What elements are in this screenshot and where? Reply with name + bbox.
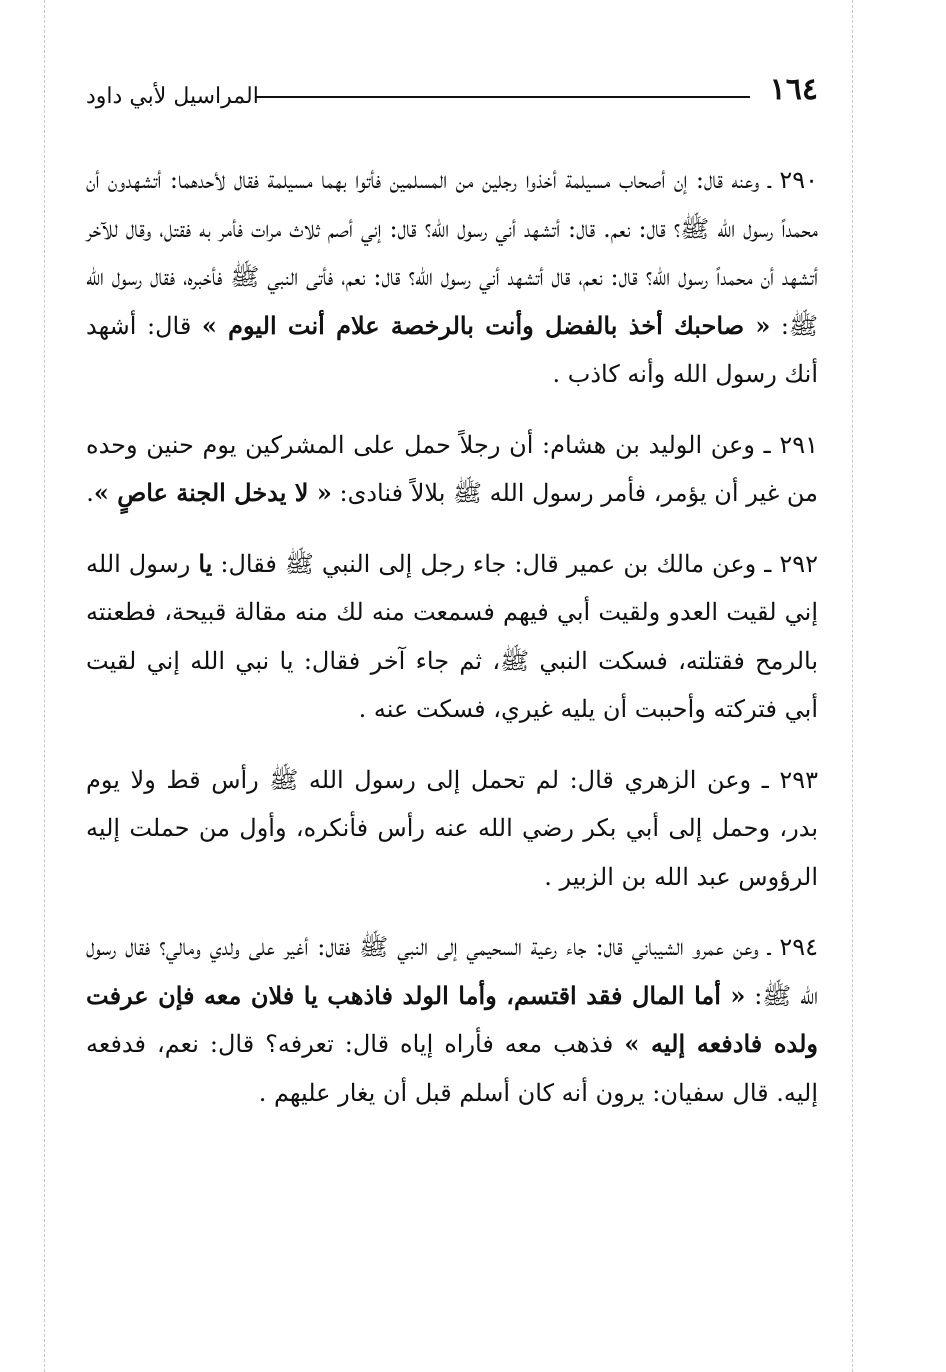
entry-number: ٢٩٤ (779, 933, 818, 961)
entry-number: ٢٩٢ (779, 549, 818, 578)
entry-text-continued: فذهب معه فأراه إياه قال: تعرفه؟ قال: نعم، فدفعه إليه. قال سفيان: يرون أنه كان أسلم قبل أن يغار عليهم . (86, 1030, 818, 1107)
header-rule (256, 96, 750, 98)
hadith-entry-293 (86, 756, 818, 902)
entry-number: ٢٩١ (779, 430, 819, 459)
scan-edge-line-right (852, 0, 853, 1372)
hadith-entry-291 (86, 421, 818, 518)
page-header (86, 72, 818, 116)
hadith-entry-290 (86, 156, 818, 399)
hadith-quote: « أما المال فقد اقتسم، وأما الولد فاذهب يا فلان معه فإن عرفت ولده فادفعه إليه » (86, 980, 819, 1058)
page-number: ١٦٤ (769, 72, 818, 107)
book-title: المراسيل لأبي داود (86, 84, 259, 109)
entry-text: ـ وعنه قال: إن أصحاب مسيلمة أخذوا رجلين من المسلمين فأتوا بهما مسيلمة فقال لأحدهما: أتشهدون أن محمداً رسول الله ﷺ؟ قال: نعم. قال: أتشهد أني رسول الله؟ قال: إني أصم ثلاث مرات فأمر به فقتل، وقال للآخر أتشهد أن محمداً رسول الله؟ قال: نعم، قال أتشهد أني رسول الله؟ قال: نعم، فأتى النبي ﷺ فأخبره، فقال رسول الله ﷺ: (86, 166, 818, 340)
page-body (86, 156, 818, 1139)
entry-text: ـ وعن الوليد بن هشام: أن رجلاً حمل على المشركين يوم حنين وحده من غير أن يؤمر، فأمر رسول الله ﷺ بلالاً فنادى: (86, 430, 818, 507)
hadith-quote: يا (198, 548, 213, 578)
entry-number: ٢٩٠ (779, 166, 818, 194)
entry-text: ـ وعن الزهري قال: لم تحمل إلى رسول الله ﷺ رأس قط ولا يوم بدر، وحمل إلى أبي بكر رضي الله عنه رأس فأنكره، وأول من حملت إليه الرؤوس عبد الله بن الزبير . (86, 765, 818, 891)
hadith-entry-294 (86, 923, 818, 1117)
entry-text: ـ وعن مالك بن عمير قال: جاء رجل إلى النبي ﷺ فقال: (220, 549, 772, 578)
scan-edge-line-left (44, 0, 45, 1372)
entry-text-continued: رسول الله إني لقيت العدو ولقيت أبي فيهم فسمعت منه لك منه مقالة قبيحة، فطعنته بالرمح فقتلته، فسكت النبي ﷺ، ثم جاء آخر فقال: يا نبي الله إني لقيت أبي فتركته وأحببت أن يليه غيري، فسكت عنه . (86, 549, 818, 723)
hadith-quote: « صاحبك أخذ بالفضل وأنت بالرخصة علام أنت اليوم » (201, 310, 771, 340)
entry-text-continued: . (86, 479, 94, 507)
entry-text: ـ وعن عمرو الشيباني قال: جاء رعية السحيمي إلى النبي ﷺ فقال: أغير على ولدي ومالي؟ فقال رسول الله ﷺ: (86, 933, 819, 1010)
entry-text-continued: قال: أشهد أنك رسول الله وأنه كاذب . (86, 311, 818, 388)
hadith-quote: « لا يدخل الجنة عاصٍ » (93, 478, 332, 507)
hadith-entry-292 (86, 540, 818, 734)
entry-number: ٢٩٣ (779, 765, 818, 794)
